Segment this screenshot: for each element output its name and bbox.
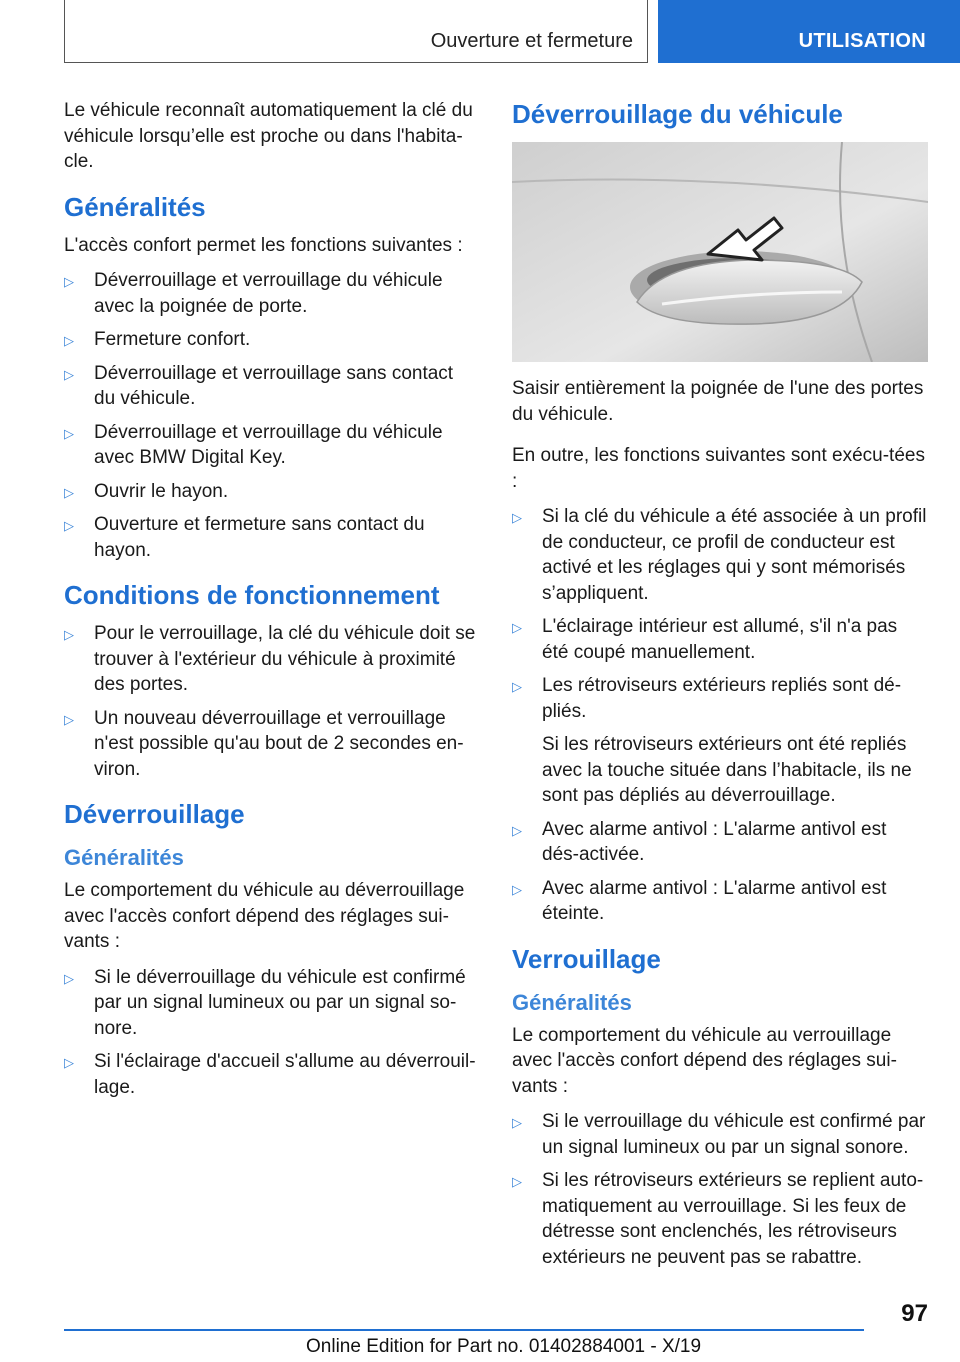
triangle-bullet-icon: ▷ xyxy=(64,970,74,986)
triangle-bullet-icon: ▷ xyxy=(512,822,522,838)
subheading-locking-general: Généralités xyxy=(512,989,632,1015)
list-item: ▷ Si l'éclairage d'accueil s'allume au déverrouil-lage. xyxy=(64,1051,476,1098)
figure-caption: Saisir entièrement la poignée de l'une des portes du véhicule. xyxy=(512,378,924,425)
header-section-box xyxy=(64,0,648,63)
intro-paragraph: Le véhicule reconnaît automatiquement la clé du véhicule lorsqu’elle est proche ou dans l'habita-cle. xyxy=(64,100,473,172)
list-item: ▷ Avec alarme antivol : L'alarme antivol est dés-activée. xyxy=(512,818,887,865)
general-text: L'accès confort permet les fonctions suivantes : xyxy=(64,234,463,256)
conditions-list xyxy=(64,621,478,782)
header-chapter-box xyxy=(658,0,960,63)
locking-list xyxy=(512,1109,928,1270)
triangle-bullet-icon: ▷ xyxy=(512,679,522,694)
list-item: ▷ Si les rétroviseurs extérieurs se replient auto-matiquement au verrouillage. Si les feux de détresse sont enclenchés, les rétroviseurs extérieurs ne peuvent pas se rabattre. xyxy=(512,1170,924,1268)
triangle-bullet-icon: ▷ xyxy=(64,366,74,382)
triangle-bullet-icon: ▷ xyxy=(64,333,74,348)
heading-conditions: Conditions de fonctionnement xyxy=(64,580,440,610)
list-item: ▷ Ouvrir le hayon. xyxy=(64,479,478,505)
list-item: ▷ Avec alarme antivol : L'alarme antivol est éteinte. xyxy=(512,877,887,924)
chapter-title: UTILISATION xyxy=(798,30,926,52)
left-column xyxy=(64,98,478,1116)
footer-divider xyxy=(64,1329,864,1331)
general-list xyxy=(64,268,478,563)
list-item: ▷ L'éclairage intérieur est allumé, s'il n'a pas été coupé manuellement. xyxy=(512,616,898,663)
door-handle-illustration xyxy=(512,142,928,362)
footer-edition: Online Edition for Part no. 01402884001 - X/19 xyxy=(306,1336,702,1357)
triangle-bullet-icon: ▷ xyxy=(64,1055,74,1070)
page-number: 97 xyxy=(901,1300,928,1327)
triangle-bullet-icon: ▷ xyxy=(64,627,74,642)
unlocking-list xyxy=(64,965,478,1101)
heading-general: Généralités xyxy=(64,191,206,222)
list-item: ▷ Pour le verrouillage, la clé du véhicule doit se trouver à l'extérieur du véhicule à proximité des portes. xyxy=(64,623,476,695)
heading-unlocking: Déverrouillage xyxy=(64,799,245,829)
vehicle-unlock-list xyxy=(512,504,928,927)
subheading-unlocking-general: Généralités xyxy=(64,845,184,870)
right-column xyxy=(512,98,928,1286)
heading-vehicle-unlock: Déverrouillage du véhicule xyxy=(512,99,843,129)
list-item: ▷ Déverrouillage et verrouillage sans contact du véhicule. xyxy=(64,362,454,409)
list-item: ▷ Déverrouillage et verrouillage du véhicule avec la poignée de porte. xyxy=(64,270,443,317)
triangle-bullet-icon: ▷ xyxy=(64,274,74,289)
vehicle-unlock-text: En outre, les fonctions suivantes sont exécu-tées : xyxy=(512,445,925,492)
triangle-bullet-icon: ▷ xyxy=(512,620,522,635)
triangle-bullet-icon: ▷ xyxy=(64,711,74,727)
triangle-bullet-icon: ▷ xyxy=(512,1115,522,1130)
triangle-bullet-icon: ▷ xyxy=(64,425,74,441)
triangle-bullet-icon: ▷ xyxy=(512,510,522,525)
triangle-bullet-icon: ▷ xyxy=(512,1174,522,1189)
list-item: ▷ Ouverture et fermeture sans contact du hayon. xyxy=(64,514,425,561)
heading-locking: Verrouillage xyxy=(512,943,661,974)
triangle-bullet-icon: ▷ xyxy=(64,484,74,500)
section-title: Ouverture et fermeture xyxy=(430,30,633,52)
list-item: ▷ Si le déverrouillage du véhicule est confirmé par un signal lumineux ou par un signal so-nore. xyxy=(64,966,466,1039)
list-item: ▷ Si la clé du véhicule a été associée à un profil de conducteur, ce profil de conducteur est activé et les réglages qui y sont mémorisés s’appliquent. xyxy=(512,506,927,604)
mirror-note: Si les rétroviseurs extérieurs ont été repliés avec la touche située dans l’habitacle, ils ne sont pas dépliés au déverrouillage. xyxy=(542,734,912,806)
triangle-bullet-icon: ▷ xyxy=(512,881,522,897)
triangle-bullet-icon: ▷ xyxy=(64,518,74,533)
list-item: ▷ Si le verrouillage du véhicule est confirmé par un signal lumineux ou par un signal sonore. xyxy=(512,1111,926,1158)
list-item: ▷ Un nouveau déverrouillage et verrouillage n'est possible qu'au bout de 2 secondes en-viron. xyxy=(64,707,464,780)
list-item: ▷ Fermeture confort. xyxy=(64,327,478,353)
locking-text: Le comportement du véhicule au verrouillage avec l'accès confort dépend des réglages sui-vants : xyxy=(512,1024,897,1097)
list-item: ▷ Déverrouillage et verrouillage du véhicule avec BMW Digital Key. xyxy=(64,421,443,468)
list-item: ▷ Les rétroviseurs extérieurs repliés sont dé-pliés. Si les rétroviseurs extérieurs ont été repliés avec la touche située dans l’habitacle, ils ne sont pas dépliés au déverrouillage. xyxy=(512,673,928,809)
unlocking-text: Le comportement du véhicule au déverrouillage avec l'accès confort dépend des réglages sui-vants : xyxy=(64,880,465,952)
